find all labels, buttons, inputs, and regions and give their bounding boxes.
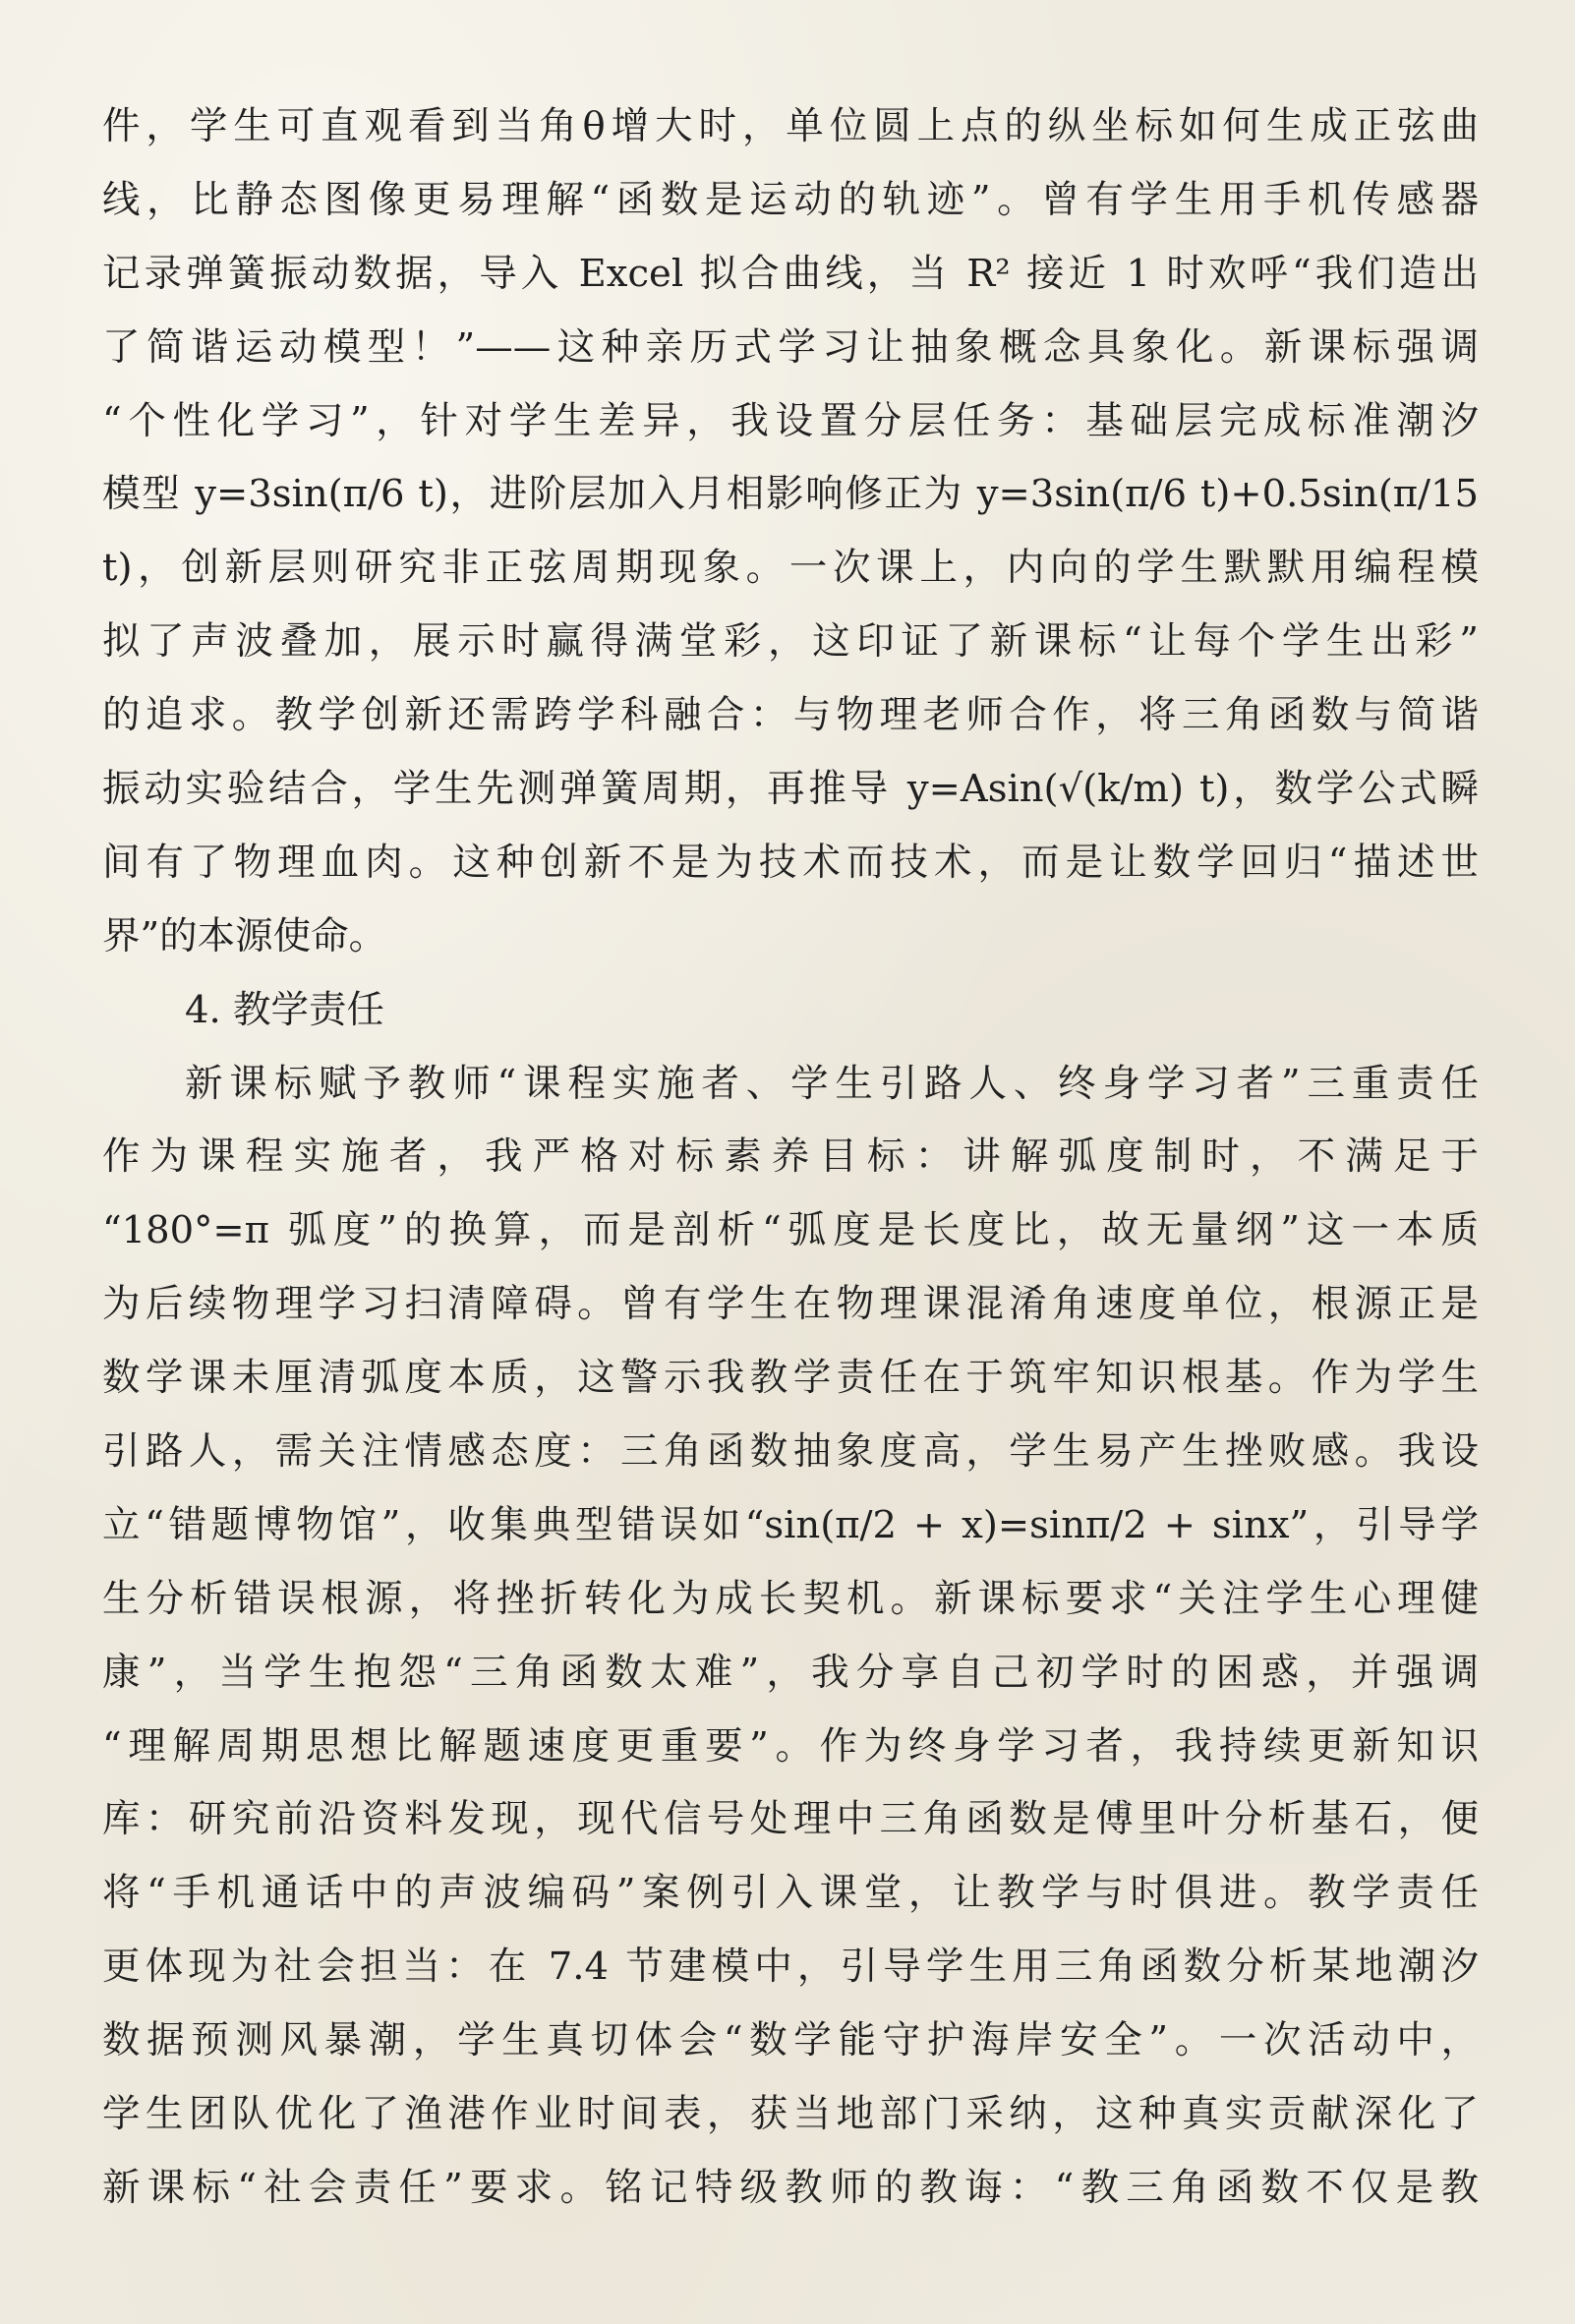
text-line: 振动实验结合，学生先测弹簧周期，再推导 y=Asin(√(k/m) t)，数学公式瞬 xyxy=(102,767,1479,812)
text-line: 库：研究前沿资料发现，现代信号处理中三角函数是傅里叶分析基石，便 xyxy=(102,1797,1479,1842)
text-line: t)，创新层则研究非正弦周期现象。一次课上，内向的学生默默用编程模 xyxy=(102,546,1479,591)
text-line: 数据预测风暴潮，学生真切体会“数学能守护海岸安全”。一次活动中， xyxy=(102,2018,1479,2063)
paragraph-end-line: 界”的本源使命。 xyxy=(102,913,387,959)
paragraph-first-line: 新课标赋予教师“课程实施者、学生引路人、终身学习者”三重责任 xyxy=(185,1061,1479,1106)
text-line: 作为课程实施者，我严格对标素养目标：讲解弧度制时，不满足于 xyxy=(102,1134,1479,1180)
text-line: 数学课未厘清弧度本质，这警示我教学责任在于筑牢知识根基。作为学生 xyxy=(102,1356,1479,1401)
text-line: 的追求。教学创新还需跨学科融合：与物理老师合作，将三角函数与简谐 xyxy=(102,693,1479,738)
text-line: 生分析错误根源，将挫折转化为成长契机。新课标要求“关注学生心理健 xyxy=(102,1576,1479,1621)
text-line: “理解周期思想比解题速度更重要”。作为终身学习者，我持续更新知识 xyxy=(102,1723,1479,1769)
text-line: 了简谐运动模型！”——这种亲历式学习让抽象概念具象化。新课标强调 xyxy=(102,324,1479,370)
text-line: 为后续物理学习扫清障碍。曾有学生在物理课混淆角速度单位，根源正是 xyxy=(102,1282,1479,1327)
text-line: 将“手机通话中的声波编码”案例引入课堂，让教学与时俱进。教学责任 xyxy=(102,1871,1479,1916)
text-line: 线，比静态图像更易理解“函数是运动的轨迹”。曾有学生用手机传感器 xyxy=(102,177,1479,222)
text-line: 引路人，需关注情感态度：三角函数抽象度高，学生易产生挫败感。我设 xyxy=(102,1429,1479,1475)
text-line: 更体现为社会担当：在 7.4 节建模中，引导学生用三角函数分析某地潮汐 xyxy=(102,1945,1479,1990)
text-line: “个性化学习”，针对学生差异，我设置分层任务：基础层完成标准潮汐 xyxy=(102,398,1479,443)
text-line: 学生团队优化了渔港作业时间表，获当地部门采纳，这种真实贡献深化了 xyxy=(102,2092,1479,2137)
text-line: 康”，当学生抱怨“三角函数太难”，我分享自己初学时的困惑，并强调 xyxy=(102,1650,1479,1695)
text-line: 拟了声波叠加，展示时赢得满堂彩，这印证了新课标“让每个学生出彩” xyxy=(102,619,1479,665)
document-page xyxy=(102,90,1479,2226)
text-line: 立“错题博物馆”，收集典型错误如“sin(π/2 + x)=sinπ/2 + sinx”，引导学 xyxy=(102,1502,1479,1547)
text-line: 件，学生可直观看到当角θ增大时，单位圆上点的纵坐标如何生成正弦曲 xyxy=(102,104,1479,148)
text-line: 记录弹簧振动数据，导入 Excel 拟合曲线，当 R² 接近 1 时欢呼“我们造出 xyxy=(102,251,1479,296)
text-line: “180°=π 弧度”的换算，而是剖析“弧度是长度比，故无量纲”这一本质 xyxy=(102,1208,1479,1253)
section-heading: 4. 教学责任 xyxy=(185,987,384,1032)
text-line: 新课标“社会责任”要求。铭记特级教师的教诲：“教三角函数不仅是教 xyxy=(102,2165,1479,2210)
text-line: 模型 y=3sin(π/6 t)，进阶层加入月相影响修正为 y=3sin(π/6 t)+0.5sin(π/15 xyxy=(102,472,1479,517)
text-line: 间有了物理血肉。这种创新不是为技术而技术，而是让数学回归“描述世 xyxy=(102,840,1479,885)
